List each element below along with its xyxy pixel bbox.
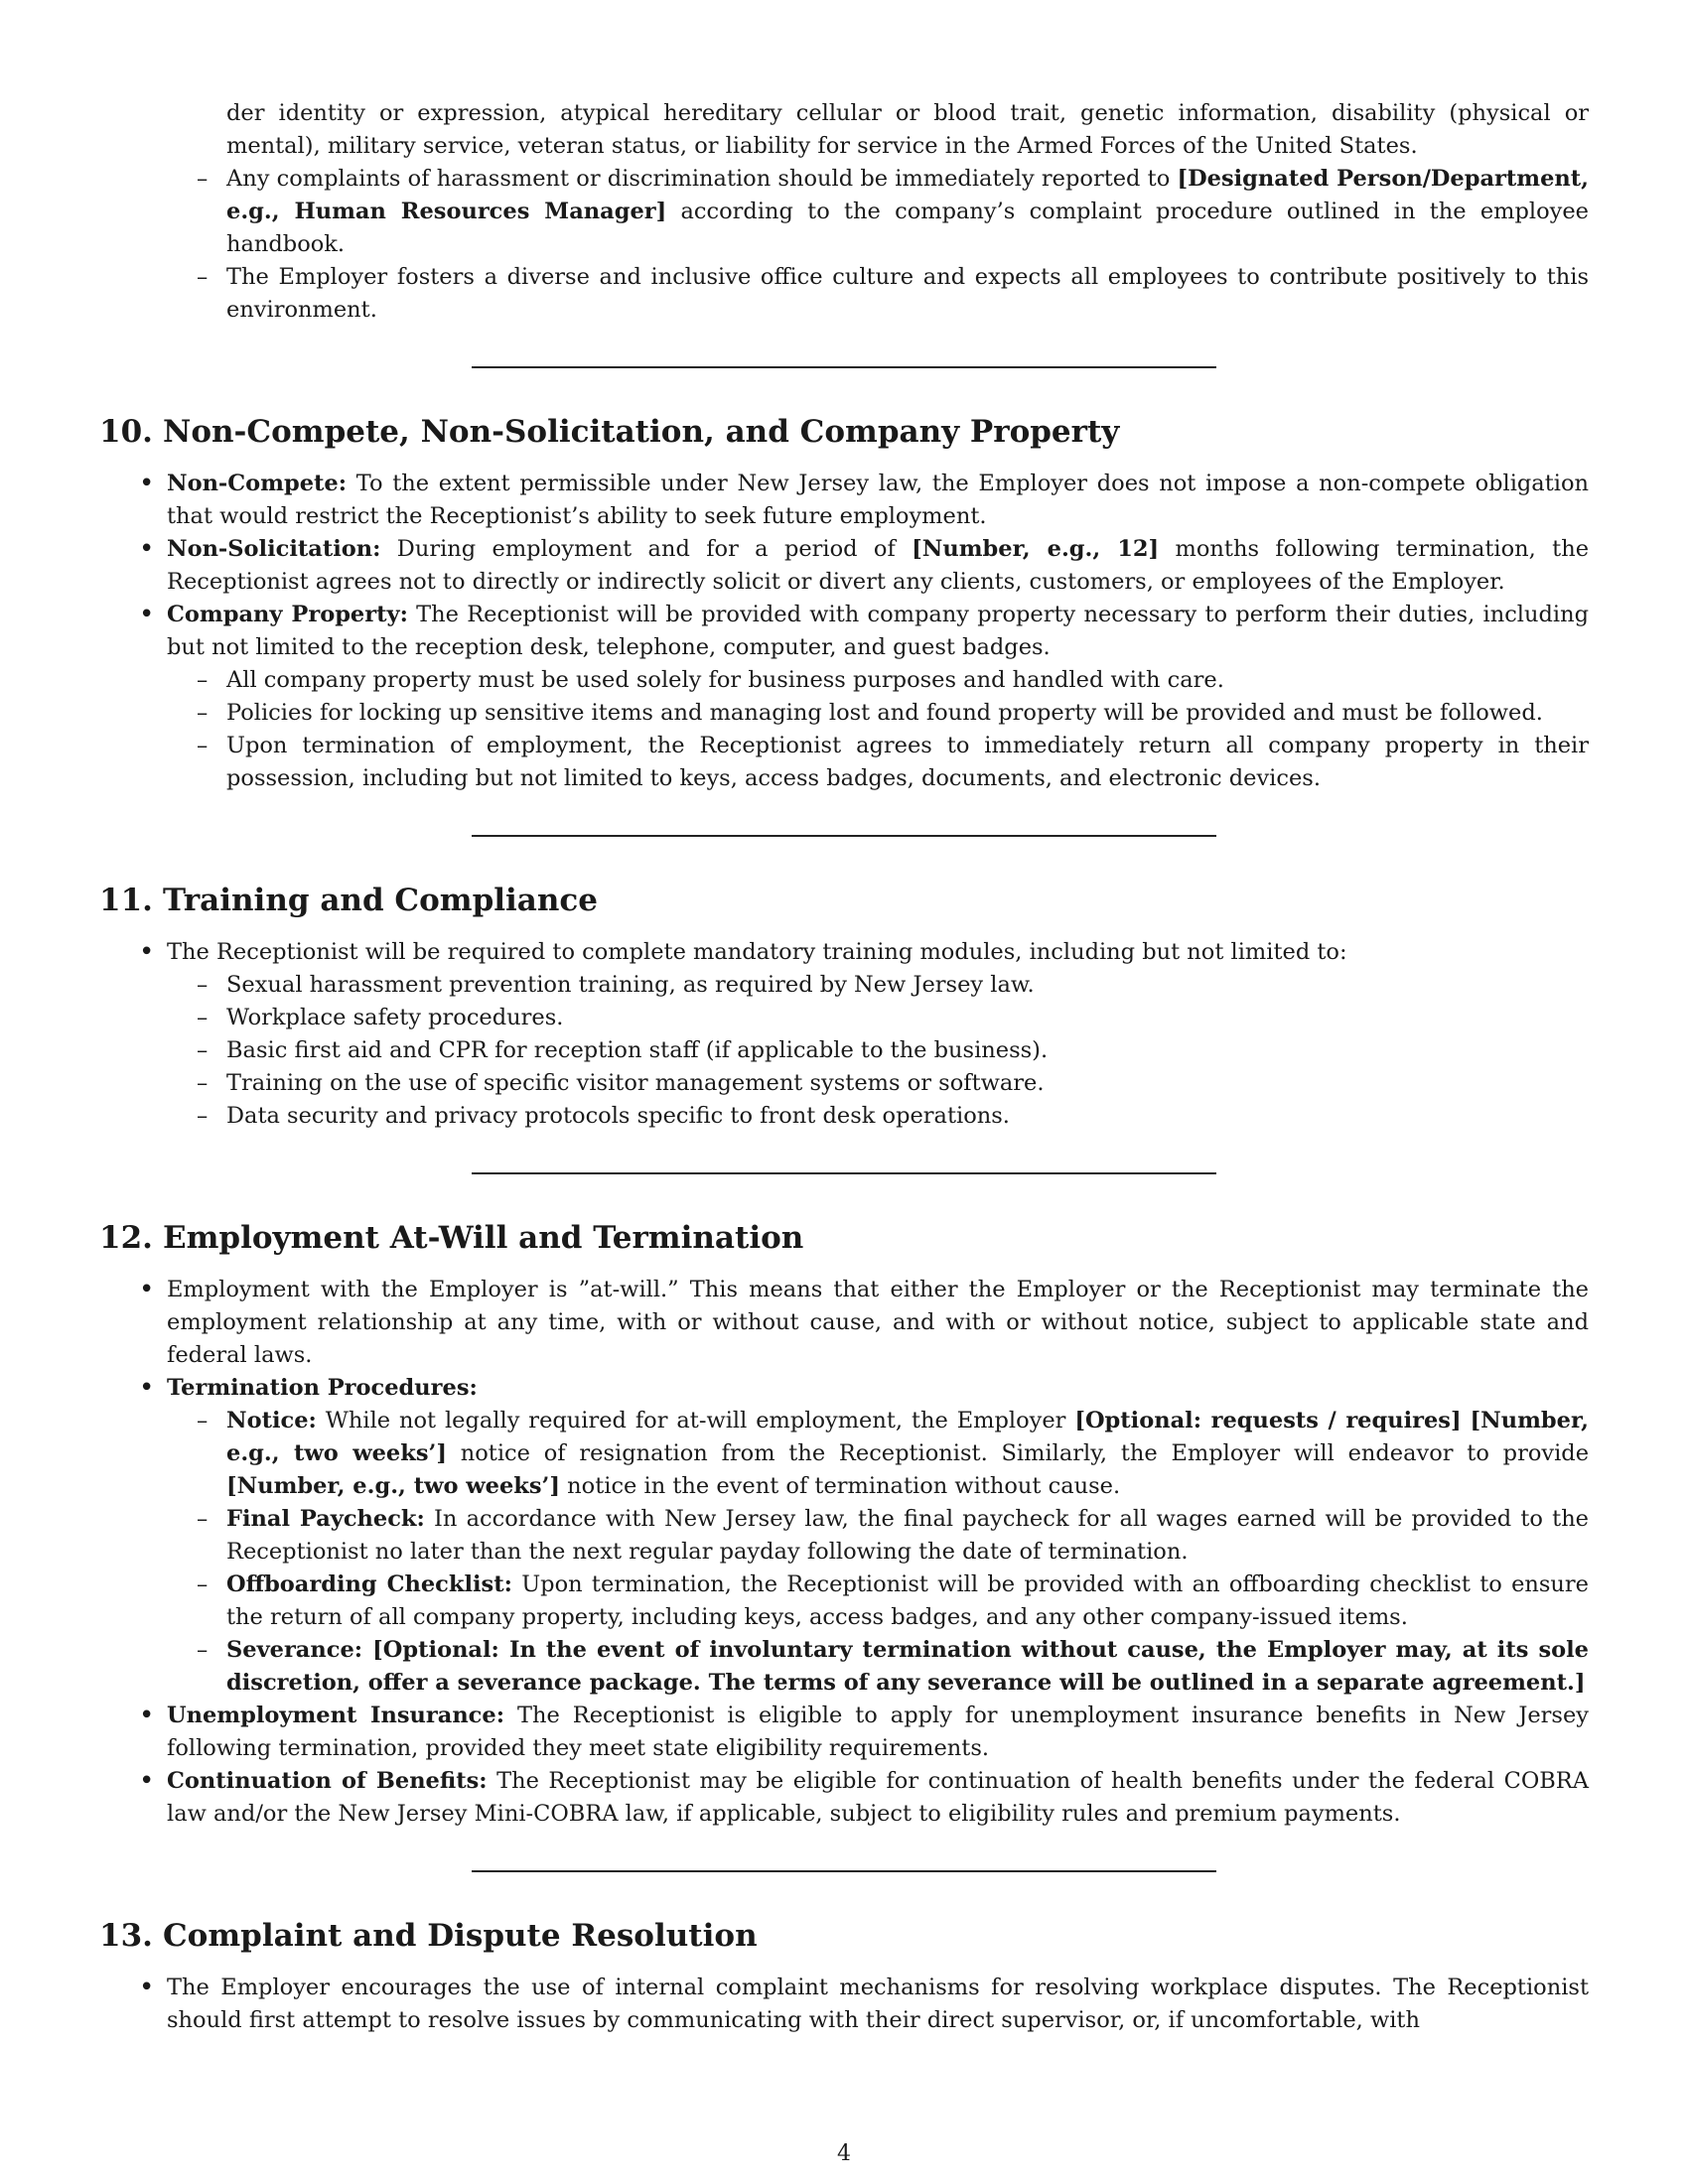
item-text: Sexual harassment prevention training, as required by New Jersey law. bbox=[226, 972, 1035, 998]
item-text: Data security and privacy protocols specific to front desk operations. bbox=[226, 1103, 1010, 1129]
dash-marker: – bbox=[197, 264, 209, 290]
placeholder-text: [Number, e.g., 12] bbox=[912, 536, 1160, 562]
item-label: Termination Procedures: bbox=[167, 1375, 478, 1401]
list-item bbox=[99, 936, 1589, 969]
list-item bbox=[99, 1372, 1589, 1405]
list-item bbox=[99, 664, 1589, 697]
list-item bbox=[99, 697, 1589, 730]
list-item bbox=[99, 1634, 1589, 1700]
dash-marker: – bbox=[197, 166, 209, 192]
dash-marker: – bbox=[197, 1637, 209, 1663]
list-item bbox=[99, 261, 1589, 327]
item-text: notice of resignation from the Receptionist. Similarly, the Employer will endeavor to provide bbox=[446, 1440, 1590, 1466]
dash-marker: – bbox=[197, 1506, 209, 1532]
bullet-marker: • bbox=[139, 1973, 155, 2002]
dash-marker: – bbox=[197, 1408, 209, 1433]
section-number: 10. bbox=[99, 414, 153, 450]
section-number: 13. bbox=[99, 1918, 153, 1954]
section-divider bbox=[472, 835, 1216, 837]
item-label: Non-Solicitation: bbox=[167, 536, 381, 562]
item-text: The Receptionist will be provided with company property necessary to perform their duties, including but not limited to the reception desk, telephone, computer, and guest badges. bbox=[167, 602, 1589, 660]
dash-marker: – bbox=[197, 1005, 209, 1030]
item-text: der identity or expression, atypical hereditary cellular or blood trait, genetic information, disability (physical or mental), military service, veteran status, or liability for service in the Armed Forces of the United States. bbox=[226, 100, 1589, 159]
section-number: 11. bbox=[99, 883, 153, 918]
list-item bbox=[99, 163, 1589, 261]
dash-marker: – bbox=[197, 667, 209, 693]
item-label: Severance: bbox=[226, 1637, 363, 1663]
list-item bbox=[99, 468, 1589, 533]
item-text: The Receptionist will be required to complete mandatory training modules, including but not limited to: bbox=[167, 939, 1347, 965]
placeholder-text: [Number, e.g., two weeks’] bbox=[226, 1408, 1590, 1466]
bullet-marker: • bbox=[139, 1275, 155, 1304]
placeholder-text: [Number, e.g., two weeks’] bbox=[226, 1473, 561, 1499]
item-label: Final Paycheck: bbox=[226, 1506, 425, 1532]
placeholder-text: [Designated Person/Department, e.g., Human Resources Manager] bbox=[226, 166, 1590, 224]
dash-marker: – bbox=[197, 700, 209, 726]
page-content bbox=[99, 97, 1589, 2037]
section-title: Employment At-Will and Termination bbox=[163, 1220, 804, 1256]
item-text: During employment and for a period of bbox=[380, 536, 913, 562]
dash-marker: – bbox=[197, 1037, 209, 1063]
section-heading bbox=[99, 1218, 1589, 1258]
item-text: according to the company’s complaint procedure outlined in the employee handbook. bbox=[226, 199, 1589, 257]
list-item bbox=[99, 1972, 1589, 2037]
dash-marker: – bbox=[197, 1571, 209, 1597]
item-text: Employment with the Employer is ”at-will.” This means that either the Employer or the Receptionist may terminate the employment relationship at any time, with or without cause, and with or without notice, subject to applicable state and federal laws. bbox=[167, 1277, 1589, 1368]
item-text: months following termination, the Receptionist agrees not to directly or indirectly solicit or divert any clients, customers, or employees of the Employer. bbox=[167, 536, 1590, 595]
item-label: Offboarding Checklist: bbox=[226, 1571, 512, 1597]
item-text: Upon termination of employment, the Receptionist agrees to immediately return all company property in their possession, including but not limited to keys, access badges, documents, and electronic devices. bbox=[226, 733, 1589, 791]
item-text: The Receptionist may be eligible for continuation of health benefits under the federal COBRA law and/or the New Jersey Mini-COBRA law, if applicable, subject to eligibility rules and premium payments. bbox=[167, 1768, 1589, 1827]
item-text: In accordance with New Jersey law, the final paycheck for all wages earned will be provided to the Receptionist no later than the next regular payday following the date of termination. bbox=[226, 1506, 1589, 1565]
dash-marker: – bbox=[197, 972, 209, 998]
list-item bbox=[99, 1765, 1589, 1831]
section-title: Training and Compliance bbox=[163, 883, 599, 918]
item-text: Basic first aid and CPR for reception staff (if applicable to the business). bbox=[226, 1037, 1049, 1063]
list-item bbox=[99, 1100, 1589, 1133]
list-item bbox=[99, 1067, 1589, 1100]
item-text: Workplace safety procedures. bbox=[226, 1005, 564, 1030]
item-label: Company Property: bbox=[167, 602, 408, 627]
item-text: The Employer fosters a diverse and inclusive office culture and expects all employees to contribute positively to this environment. bbox=[226, 264, 1589, 323]
bullet-marker: • bbox=[139, 534, 155, 564]
list-item bbox=[99, 1034, 1589, 1067]
item-text: All company property must be used solely for business purposes and handled with care. bbox=[226, 667, 1224, 693]
list-item bbox=[99, 1002, 1589, 1034]
dash-marker: – bbox=[197, 733, 209, 758]
item-text: While not legally required for at-will employment, the Employer bbox=[316, 1408, 1075, 1433]
item-text: Training on the use of specific visitor management systems or software. bbox=[226, 1070, 1045, 1096]
dash-marker: – bbox=[197, 1103, 209, 1129]
bullet-marker: • bbox=[139, 1701, 155, 1730]
list-item bbox=[99, 1569, 1589, 1634]
item-text: Upon termination, the Receptionist will be provided with an offboarding checklist to ensure the return of all company property, including keys, access badges, and any other company-issued items. bbox=[226, 1571, 1589, 1630]
list-item bbox=[99, 730, 1589, 795]
item-label: Non-Compete: bbox=[167, 471, 348, 496]
list-item bbox=[99, 1700, 1589, 1765]
section-divider bbox=[472, 1870, 1216, 1872]
bullet-marker: • bbox=[139, 937, 155, 967]
item-text: Policies for locking up sensitive items and managing lost and found property will be provided and must be followed. bbox=[226, 700, 1543, 726]
item-text: Any complaints of harassment or discrimination should be immediately reported to bbox=[226, 166, 1178, 192]
dash-marker: – bbox=[197, 1070, 209, 1096]
item-label: Continuation of Benefits: bbox=[167, 1768, 488, 1794]
list-item bbox=[99, 97, 1589, 163]
page-number: 4 bbox=[837, 2141, 851, 2166]
section-number: 12. bbox=[99, 1220, 153, 1256]
section-heading bbox=[99, 881, 1589, 920]
list-item bbox=[99, 1405, 1589, 1503]
bullet-marker: • bbox=[139, 1373, 155, 1403]
section-divider bbox=[472, 1172, 1216, 1174]
section-title: Complaint and Dispute Resolution bbox=[163, 1918, 758, 1954]
list-item bbox=[99, 969, 1589, 1002]
section-heading bbox=[99, 1916, 1589, 1956]
item-label: Notice: bbox=[226, 1408, 317, 1433]
item-text: notice in the event of termination without cause. bbox=[560, 1473, 1121, 1499]
bullet-marker: • bbox=[139, 600, 155, 629]
placeholder-text: [Optional: In the event of involuntary termination without cause, the Employer may, at its sole discretion, offer a severance package. The terms of any severance will be outlined in a separate agreement.] bbox=[226, 1637, 1589, 1696]
list-item bbox=[99, 533, 1589, 599]
list-item bbox=[99, 1503, 1589, 1569]
list-item bbox=[99, 599, 1589, 664]
section-divider bbox=[472, 366, 1216, 368]
item-text: The Employer encourages the use of internal complaint mechanisms for resolving workplace disputes. The Receptionist should first attempt to resolve issues by communicating with their direct supervisor, or, if uncomfortable, with bbox=[167, 1975, 1589, 2033]
section-heading bbox=[99, 412, 1589, 452]
item-text: The Receptionist is eligible to apply for unemployment insurance benefits in New Jersey following termination, provided they meet state eligibility requirements. bbox=[167, 1703, 1589, 1761]
item-label: Unemployment Insurance: bbox=[167, 1703, 505, 1728]
list-item bbox=[99, 1274, 1589, 1372]
bullet-marker: • bbox=[139, 469, 155, 498]
item-text: To the extent permissible under New Jersey law, the Employer does not impose a non-compete obligation that would restrict the Receptionist’s ability to seek future employment. bbox=[167, 471, 1589, 529]
bullet-marker: • bbox=[139, 1766, 155, 1796]
placeholder-text: [Optional: requests / requires] bbox=[1074, 1408, 1462, 1433]
section-title: Non-Compete, Non-Solicitation, and Company Property bbox=[163, 414, 1120, 450]
